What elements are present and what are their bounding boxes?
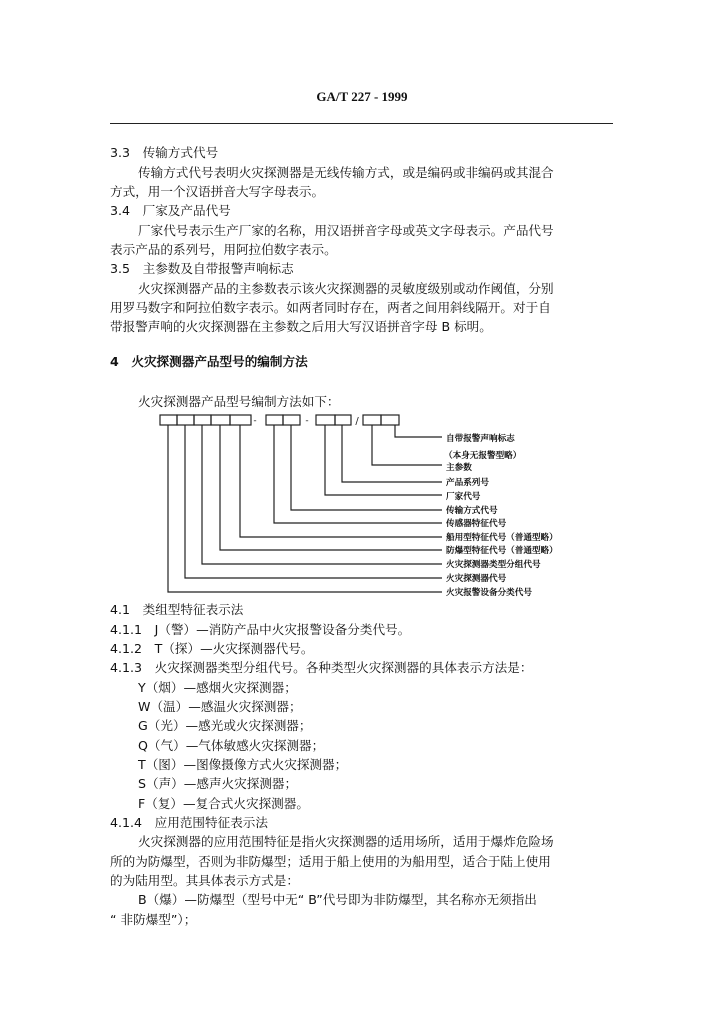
leader-buzzer (395, 425, 442, 437)
label-maker-code: 厂家代号 (446, 492, 481, 502)
code-box-8 (316, 415, 335, 425)
leader-marine (240, 425, 442, 537)
type-composite: F（复）—复合式火灾探测器。 (138, 796, 309, 811)
section-4-1-1: 4.1.1 J（警）—消防产品中火灾报警设备分类代号。 (110, 622, 411, 637)
code-box-10 (363, 415, 381, 425)
leader-sensor (274, 425, 442, 523)
code-box-1 (160, 415, 177, 425)
model-code-diagram (150, 412, 600, 600)
header-rule (110, 123, 613, 124)
leader-detector (185, 425, 442, 578)
label-buzzer-flag: 自带报警声响标志 (446, 434, 515, 444)
separator-3: / (355, 416, 359, 427)
section-3-4-line1: 厂家代号表示生产厂家的名称，用汉语拼音字母或英文字母表示。产品代号 (138, 223, 554, 238)
type-smoke: Y（烟）—感烟火灾探测器； (138, 680, 297, 695)
explosion-proof-line2: “ 非防爆型”）； (110, 912, 197, 927)
section-4-title: 4 火灾探测器产品型号的编制方法 (110, 354, 308, 369)
label-type-group-code: 火灾探测器类型分组代号 (446, 560, 541, 570)
section-4-1-4-line2: 所的为防爆型，否则为非防爆型；适用于船上使用的为船用型，适合于陆上使用 (110, 854, 551, 869)
leader-main-param (372, 425, 442, 465)
code-box-4 (211, 415, 230, 425)
section-3-5-line3: 带报警声响的火灾探测器在主参数之后用大写汉语拼音字母 B 标明。 (110, 319, 492, 334)
page-header: GA/T 227 - 1999 (316, 89, 408, 104)
section-4-1-2: 4.1.2 T（探）—火灾探测器代号。 (110, 641, 314, 656)
separator-1: - (253, 416, 257, 426)
type-image: T（图）—图像摄像方式火灾探测器； (138, 757, 348, 772)
label-equipment-code: 火灾报警设备分类代号 (446, 588, 532, 598)
label-buzzer-note: （本身无报警型略） (444, 451, 522, 461)
label-main-param: 主参数 (446, 463, 472, 473)
explosion-proof-line1: B（爆）—防爆型（型号中无“ B”代号即为非防爆型，其名称亦无须指出 (138, 892, 537, 907)
section-4-1-4-title: 4.1.4 应用范围特征表示法 (110, 815, 268, 830)
type-gas: Q（气）—气体敏感火灾探测器； (138, 738, 325, 753)
leader-equipment (168, 425, 442, 592)
label-transmission-code: 传输方式代号 (446, 506, 498, 516)
code-box-3 (194, 415, 211, 425)
leader-series (342, 425, 442, 482)
section-3-4-line2: 表示产品的系列号，用阿拉伯数字表示。 (110, 242, 337, 257)
type-light: G（光）—感光或火灾探测器； (138, 718, 312, 733)
section-3-4-title: 3.4 厂家及产品代号 (110, 203, 231, 218)
code-box-11 (381, 415, 399, 425)
section-4-1-4-line1: 火灾探测器的应用范围特征是指火灾探测器的适用场所，适用于爆炸危险场 (138, 834, 554, 849)
separator-2: - (305, 416, 309, 426)
section-3-5-line2: 用罗马数字和阿拉伯数字表示。如两者同时存在，两者之间用斜线隔开。对于自 (110, 300, 551, 315)
leader-explosion (220, 425, 442, 550)
code-box-6 (266, 415, 283, 425)
section-4-1-title: 4.1 类组型特征表示法 (110, 602, 244, 617)
type-heat: W（温）—感温火灾探测器； (138, 699, 302, 714)
section-4-intro: 火灾探测器产品型号编制方法如下： (138, 394, 340, 409)
code-box-2 (177, 415, 194, 425)
label-sensor-code: 传感器特征代号 (446, 519, 507, 529)
label-series-no: 产品系列号 (446, 478, 489, 488)
code-box-9 (335, 415, 351, 425)
section-4-1-4-line3: 的为陆用型。其具体表示方式是： (110, 873, 299, 888)
label-detector-code: 火灾探测器代号 (446, 574, 507, 584)
label-explosion-code: 防爆型特征代号（普通型略） (446, 546, 558, 556)
code-box-5 (230, 415, 251, 425)
section-3-3-title: 3.3 传输方式代号 (110, 145, 219, 160)
section-3-3-line2: 方式，用一个汉语拼音大写字母表示。 (110, 184, 325, 199)
type-sound: S（声）—感声火灾探测器； (138, 776, 298, 791)
leader-transmission (291, 425, 442, 510)
label-marine-code: 船用型特征代号（普通型略） (446, 533, 558, 543)
section-3-3-line1: 传输方式代号表明火灾探测器是无线传输方式，或是编码或非编码或其混合 (138, 165, 554, 180)
section-4-1-3: 4.1.3 火灾探测器类型分组代号。各种类型火灾探测器的具体表示方法是： (110, 660, 533, 675)
code-box-7 (283, 415, 300, 425)
section-3-5-line1: 火灾探测器产品的主参数表示该火灾探测器的灵敏度级别或动作阈值，分别 (138, 281, 554, 296)
section-3-5-title: 3.5 主参数及自带报警声响标志 (110, 261, 294, 276)
